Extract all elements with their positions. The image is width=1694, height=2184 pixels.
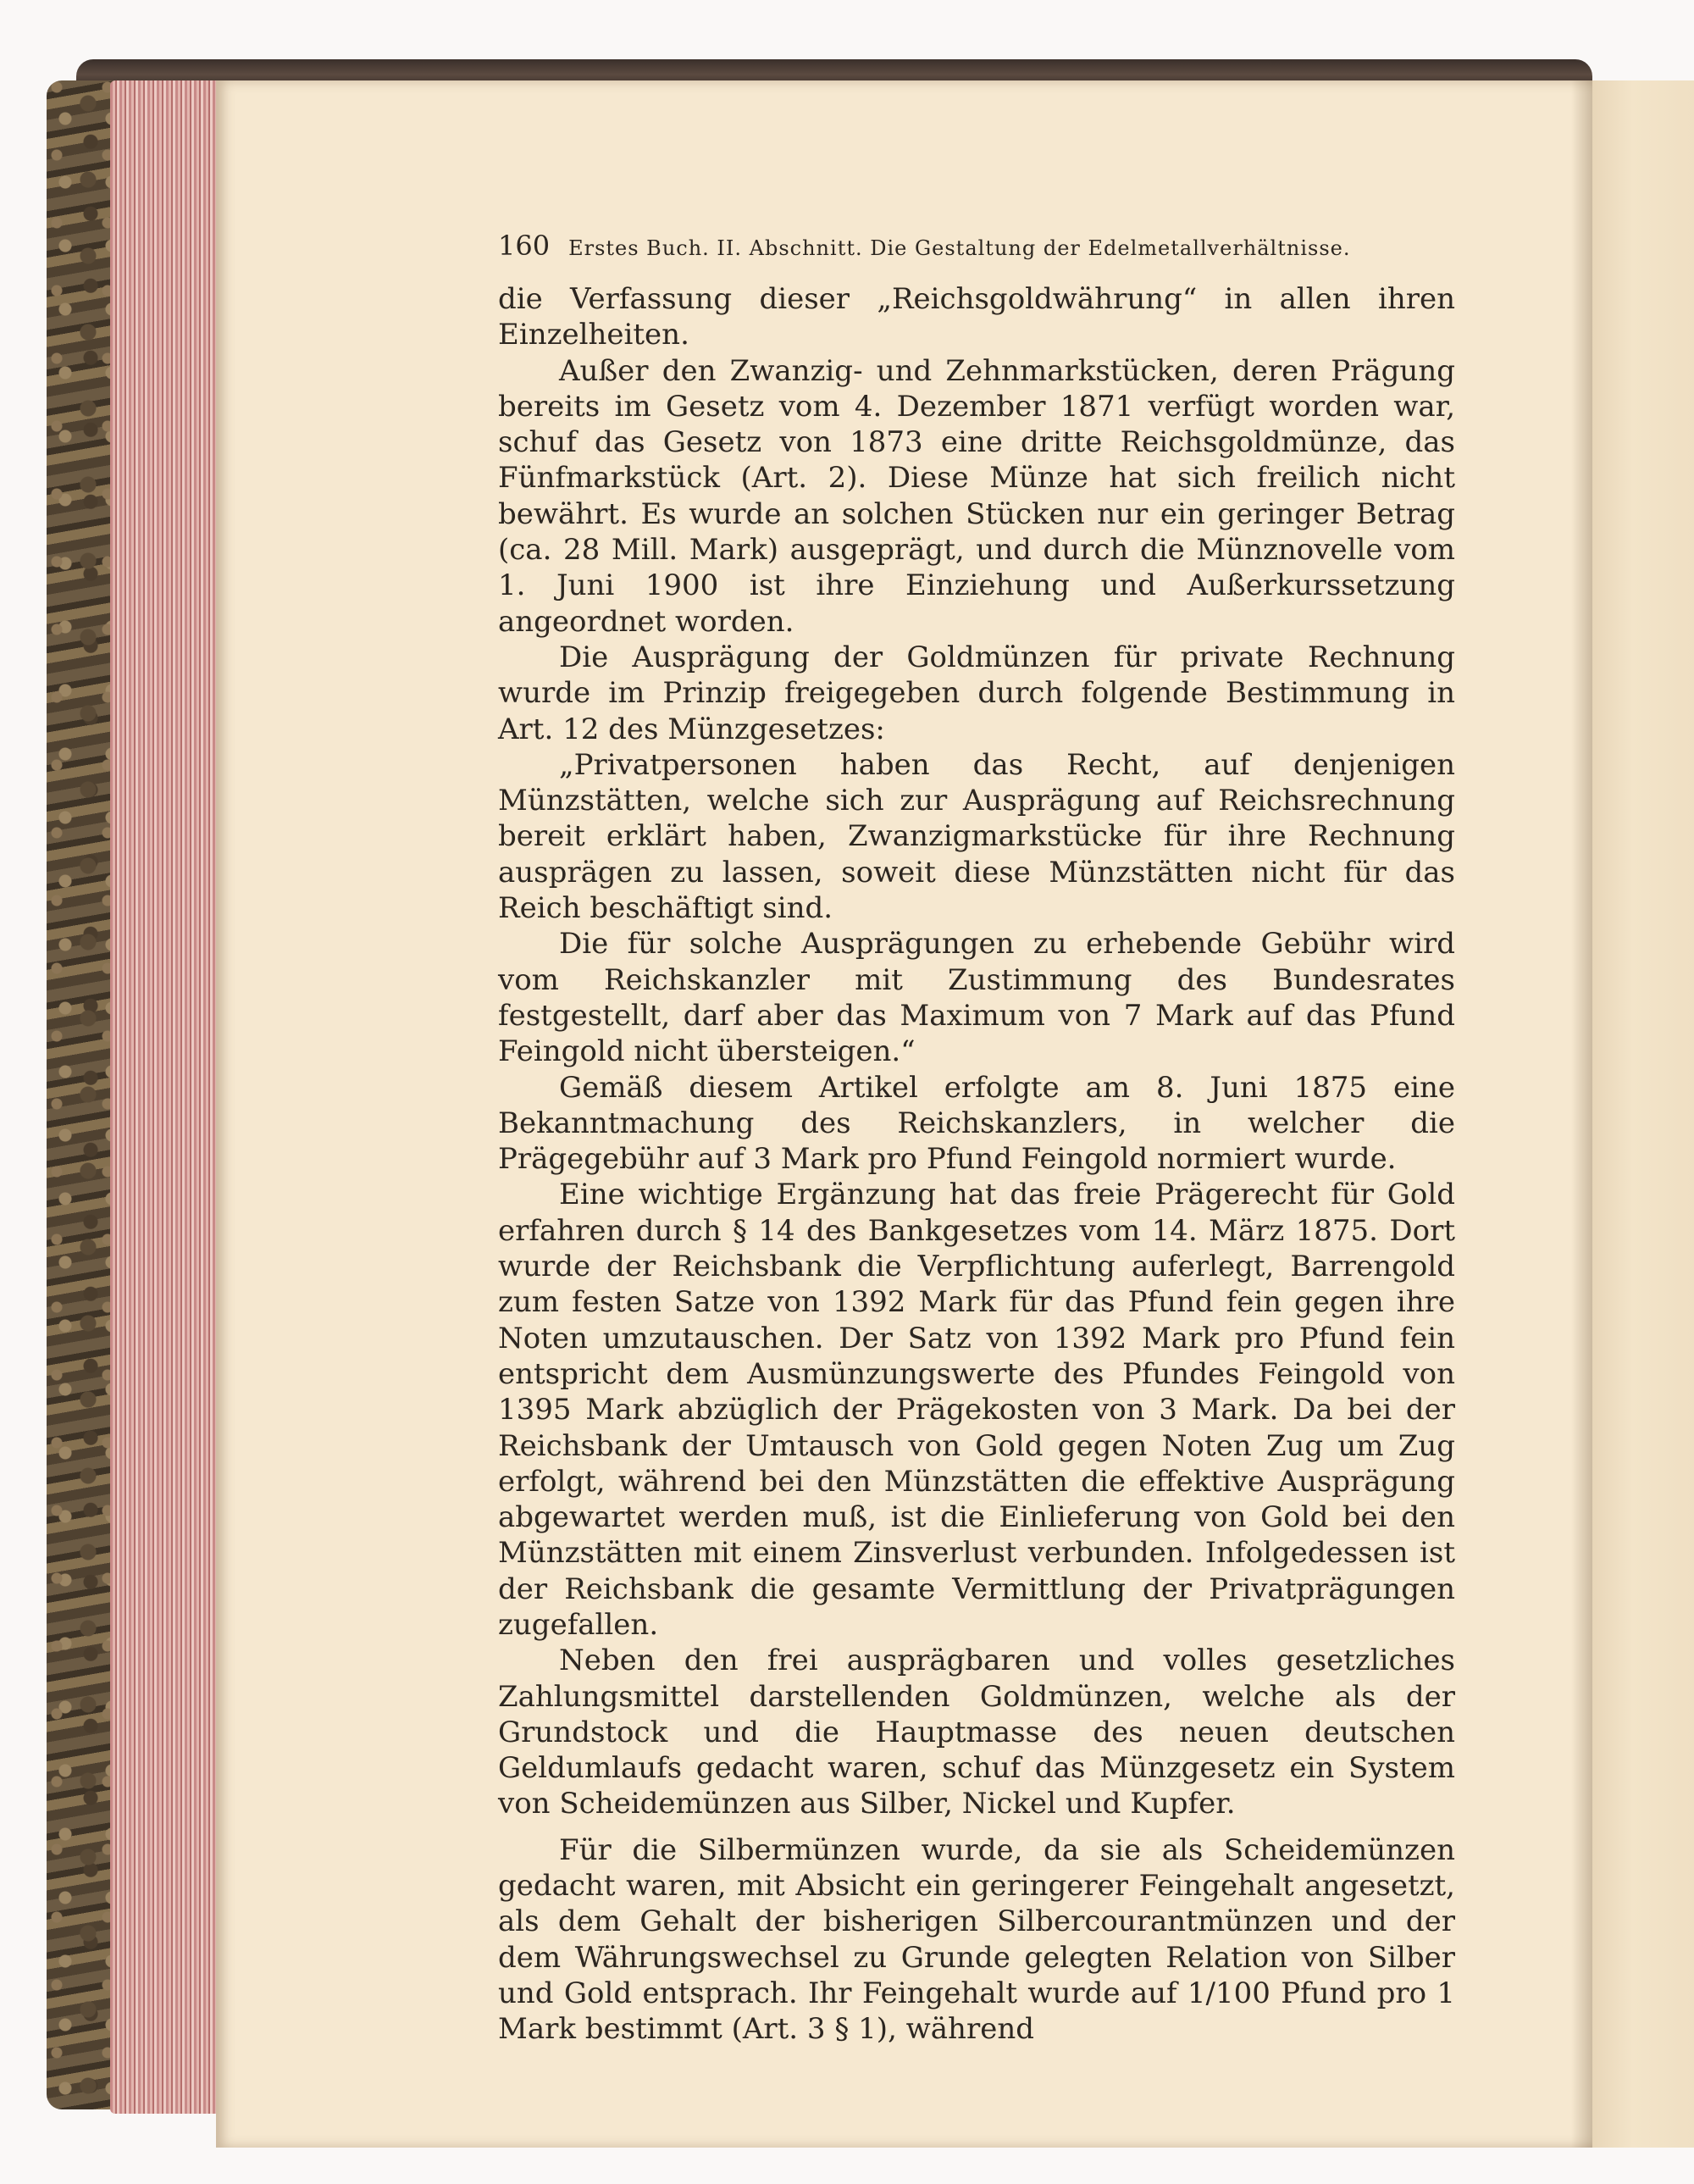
paragraph: Neben den frei ausprägbaren und volles gesetzliches Zahlungsmittel darstellenden Goldmünzen, welche als der Grundstock und die Hauptmasse des neuen deutschen Geldumlaufs gedacht waren, schuf das Münzgesetz ein System von Scheidemünzen aus Silber, Nickel und Kupfer. xyxy=(498,1644,1455,1821)
running-head xyxy=(498,229,1455,263)
running-title: Erstes Buch. II. Abschnitt. Die Gestaltung der Edelmetallverhältnisse. xyxy=(568,236,1351,260)
paragraph-text: Für die Silbermünzen wurde, da sie als Scheidemünzen gedacht waren, mit Absicht ein geringerer Feingehalt angesetzt, als dem Gehalt der bisherigen Silbercourantmünzen und der dem Währungswechsel zu Grunde gelegten Relation von Silber und Gold entsprach. Ihr Feingehalt wurde auf xyxy=(498,1832,1455,2010)
paragraph: Außer den Zwanzig- und Zehnmarkstücken, deren Prägung bereits im Gesetz vom 4. Dezember 1871 verfügt worden war, schuf das Gesetz von 1873 eine dritte Reichsgoldmünze, das Fünfmarkstück (Art. 2). Diese Münze hat sich freilich nicht bewährt. Es wurde an solchen Stücken nur ein geringer Betrag (ca. 28 Mill. Mark) ausgeprägt, und durch die Münznovelle vom 1. Juni 1900 ist ihre Einziehung und Außerkurssetzung angeordnet worden. xyxy=(498,353,1455,639)
paragraph: Gemäß diesem Artikel erfolgte am 8. Juni 1875 eine Bekanntmachung des Reichskanzlers, in welcher die Prägegebühr auf 3 Mark pro Pfund Feingold normiert wurde. xyxy=(498,1070,1455,1177)
fraction: 1/100 xyxy=(1187,1976,1270,2010)
paragraph xyxy=(498,1832,1455,2048)
quoted-paragraph: Die für solche Ausprägungen zu erhebende Gebühr wird vom Reichskanzler mit Zustimmung des Bundesrates festgestellt, darf aber das Maximum von 7 Mark auf das Pfund Feingold nicht übersteigen.“ xyxy=(498,927,1455,1069)
quoted-paragraph: „Privatpersonen haben das Recht, auf denjenigen Münzstätten, welche sich zur Ausprägung auf Reichsrechnung bereit erklärt haben, Zwanzigmarkstücke für ihre Rechnung ausprägen zu lassen, soweit diese Münzstätten nicht für das Reich beschäftigt sind. xyxy=(498,747,1455,926)
page-number: 160 xyxy=(498,230,551,262)
paragraph: Eine wichtige Ergänzung hat das freie Prägerecht für Gold erfahren durch § 14 des Bankgesetzes vom 14. März 1875. Dort wurde der Reichsbank die Verpflichtung auferlegt, Barrengold zum festen Satze von 1392 Mark für das Pfund fein gegen ihre Noten umzutauschen. Der Satz von 1392 Mark pro Pfund fein entspricht dem Ausmünzungswerte des Pfundes Feingold von 1395 Mark abzüglich der Prägekosten von 3 Mark. Da bei der Reichsbank der Umtausch von Gold gegen Noten Zug um Zug erfolgt, während bei den Münzstätten die effektive Ausprägung abgewartet werden muß, ist die Einlieferung von Gold bei den Münzstätten mit einem Zinsverlust verbunden. Infolgedessen ist der Reichsbank die gesamte Vermittlung der Privatprägungen zugefallen. xyxy=(498,1178,1455,1642)
paragraph: Die Ausprägung der Goldmünzen für private Rechnung wurde im Prinzip freigegeben durch folgende Bestimmung in Art. 12 des Münzgesetzes: xyxy=(498,640,1455,746)
paragraph: die Verfassung dieser „Reichsgoldwährung“ in allen ihren Einzelheiten. xyxy=(498,282,1455,352)
page-edges xyxy=(110,80,229,2114)
adjacent-page-edge xyxy=(1592,80,1694,2148)
page-text-block xyxy=(498,229,1455,2048)
paragraph-text: Pfund pro 1 Mark bestimmt (Art. 3 § 1), während xyxy=(498,1976,1456,2047)
